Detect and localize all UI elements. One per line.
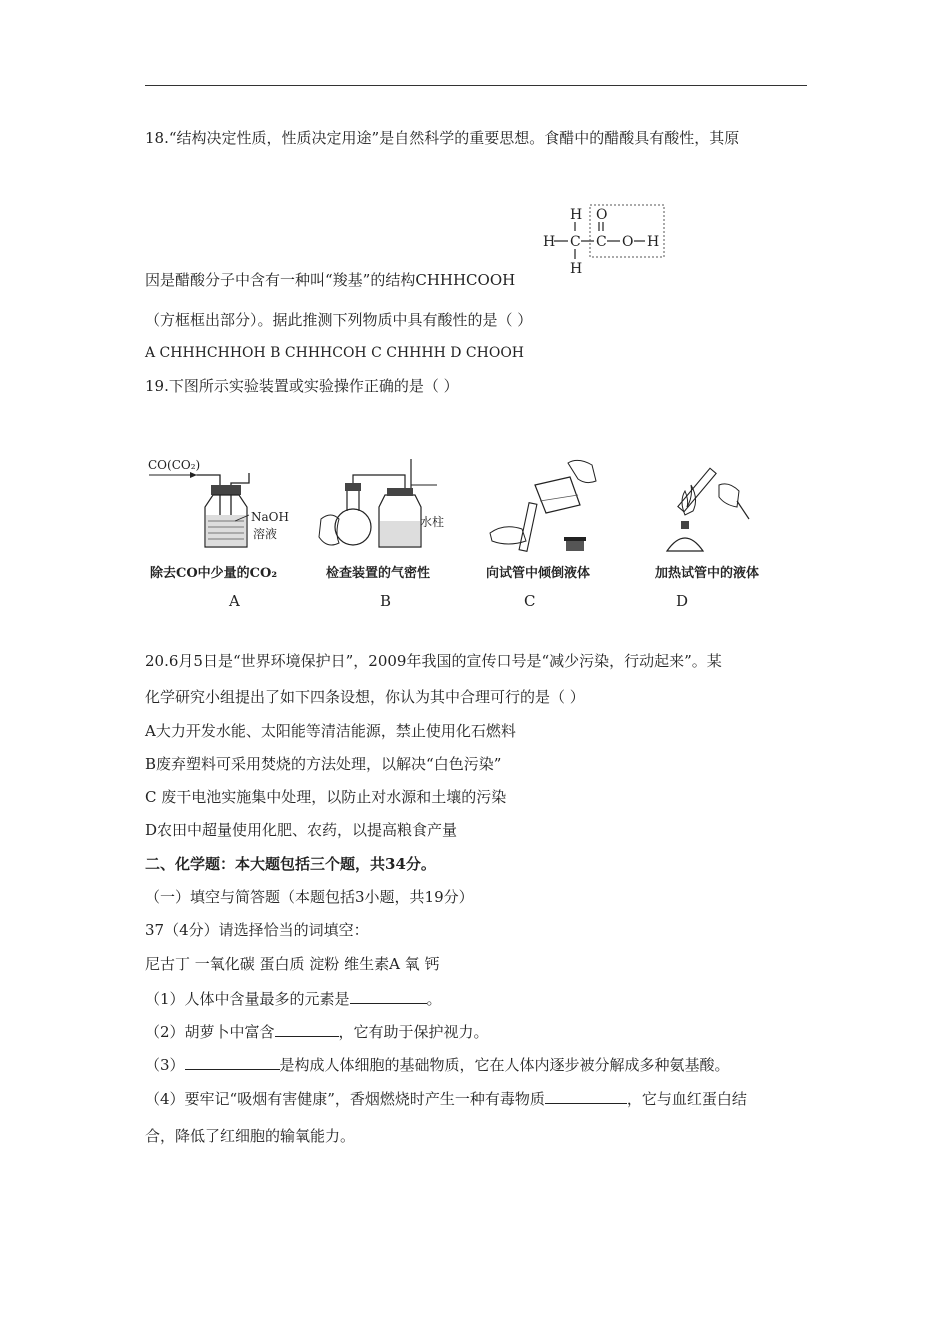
q18-line1: 18.“结构决定性质，性质决定用途”是自然科学的重要思想。食醋中的醋酸具有酸性，其原 bbox=[145, 129, 740, 147]
figA-caption: 除去CO中少量的CO₂ bbox=[150, 566, 278, 581]
struct-atom-h-top: H bbox=[570, 207, 583, 223]
q18-line3: （方框框出部分）。据此推测下列物质中具有酸性的是（ ） bbox=[145, 311, 533, 329]
q37-part3-blank[interactable] bbox=[185, 1054, 280, 1070]
q37-part1-text: （1）人体中含量最多的元素是 bbox=[145, 990, 350, 1008]
struct-atom-h-bottom: H bbox=[570, 261, 583, 277]
figB-label: 水柱 bbox=[420, 515, 445, 529]
q37-part1-end: 。 bbox=[426, 990, 442, 1008]
q20-stem2: 化学研究小组提出了如下四条设想，你认为其中合理可行的是（ ） bbox=[145, 688, 585, 706]
struct-atom-h-left: H bbox=[543, 234, 556, 250]
q37-part4-end: ，它与血红蛋白结 bbox=[626, 1090, 747, 1108]
q19-stem: 19.下图所示实验装置或实验操作正确的是（ ） bbox=[145, 377, 459, 395]
q37-part3-end: 是构成人体细胞的基础物质，它在人体内逐步被分解成多种氨基酸。 bbox=[279, 1056, 730, 1074]
figure-d-heating-liquid bbox=[645, 455, 785, 555]
struct-atom-h-right: H bbox=[647, 234, 660, 250]
figB-caption: 检查装置的气密性 bbox=[326, 566, 431, 581]
q37-part3 bbox=[145, 1054, 730, 1075]
struct-atom-c1: C bbox=[570, 234, 581, 250]
q37-part2 bbox=[145, 1021, 489, 1042]
figD-caption: 加热试管中的液体 bbox=[655, 566, 760, 581]
q37-part4 bbox=[145, 1088, 747, 1109]
q20-option-c: C 废干电池实施集中处理，以防止对水源和土壤的污染 bbox=[145, 788, 507, 806]
q20-stem1: 20.6月5日是“世界环境保护日”，2009年我国的宣传口号是“减少污染，行动起来”。某 bbox=[145, 652, 722, 670]
struct-atom-o-top: O bbox=[596, 207, 608, 223]
header-rule bbox=[145, 85, 807, 86]
q20-option-b: B废弃塑料可采用焚烧的方法处理，以解决“白色污染” bbox=[145, 755, 502, 773]
figure-b-airtightness-apparatus bbox=[315, 455, 445, 555]
q37-word-bank: 尼古丁 一氧化碳 蛋白质 淀粉 维生素A 氧 钙 bbox=[145, 955, 440, 973]
q37-part3-text: （3） bbox=[145, 1056, 185, 1074]
q37-part2-text: （2）胡萝卜中富含 bbox=[145, 1023, 275, 1041]
figA-reagent-label: NaOH bbox=[251, 510, 289, 524]
q37-part2-end: ，它有助于保护视力。 bbox=[338, 1023, 489, 1041]
figA-gas-label: CO(CO₂) bbox=[148, 458, 201, 472]
q18-options: A CHHHCHHOH B CHHHCOH C CHHHH D CHOOH bbox=[145, 345, 525, 361]
q37-part1 bbox=[145, 988, 442, 1009]
q37-stem: 37（4分）请选择恰当的词填空： bbox=[145, 921, 369, 939]
section2-title: 二、化学题：本大题包括三个题，共34分。 bbox=[145, 855, 436, 873]
q37-part4-blank[interactable] bbox=[545, 1088, 627, 1104]
q37-part4-continued: 合，降低了红细胞的输氧能力。 bbox=[145, 1127, 356, 1145]
figB-letter: B bbox=[380, 592, 392, 610]
figA-letter: A bbox=[229, 592, 240, 610]
q37-part1-blank[interactable] bbox=[350, 988, 427, 1004]
q20-option-a: A大力开发水能、太阳能等清洁能源，禁止使用化石燃料 bbox=[145, 722, 516, 740]
struct-atom-o-right: O bbox=[622, 234, 634, 250]
figC-letter: C bbox=[524, 592, 536, 610]
figD-letter: D bbox=[676, 592, 689, 610]
q18-line2: 因是醋酸分子中含有一种叫“羧基”的结构CHHHCOOH bbox=[145, 271, 516, 289]
section2-subtitle: （一）填空与简答题（本题包括3小题，共19分） bbox=[145, 888, 474, 906]
acetic-acid-structure bbox=[540, 203, 670, 279]
q20-option-d: D农田中超量使用化肥、农药，以提高粮食产量 bbox=[145, 821, 458, 839]
figure-c-pouring-liquid bbox=[480, 455, 610, 555]
struct-atom-c2: C bbox=[596, 234, 607, 250]
figC-caption: 向试管中倾倒液体 bbox=[486, 566, 591, 581]
q37-part2-blank[interactable] bbox=[275, 1021, 339, 1037]
figA-reagent-label2: 溶液 bbox=[253, 527, 278, 541]
q37-part4-text: （4）要牢记“吸烟有害健康”，香烟燃烧时产生一种有毒物质 bbox=[145, 1090, 545, 1108]
